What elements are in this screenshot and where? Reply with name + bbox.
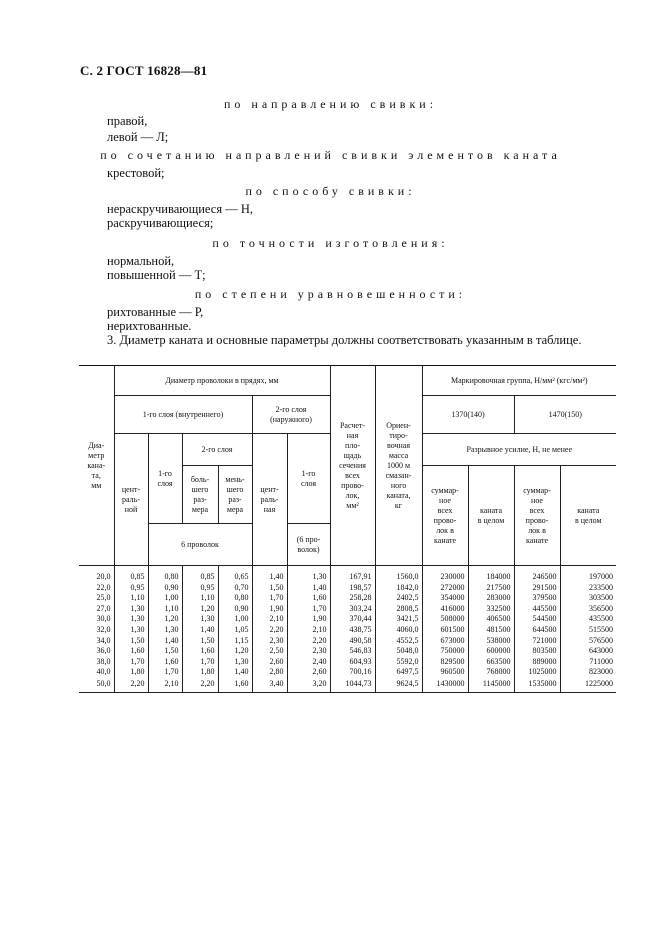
table-cell: 1560,0 <box>375 566 422 583</box>
page-header: С. 2 ГОСТ 16828—81 <box>80 63 208 78</box>
table-row <box>79 678 616 692</box>
table-cell: 1,20 <box>148 614 182 625</box>
th-grade-1470: 1470(150) <box>514 396 616 434</box>
th-six-wires: 6 проволок <box>148 524 252 566</box>
table-cell: 6497,5 <box>375 667 422 678</box>
table-row <box>79 566 616 583</box>
table-cell: 283000 <box>468 593 514 604</box>
table-cell: 604,93 <box>330 657 375 668</box>
table-cell: 1,70 <box>182 657 218 668</box>
table-cell: 1842,0 <box>375 583 422 594</box>
table-cell: 700,16 <box>330 667 375 678</box>
text-line: нерихтованные. <box>107 319 192 333</box>
table-cell: 1,70 <box>148 667 182 678</box>
table-cell: 1,50 <box>252 583 287 594</box>
table-cell: 332500 <box>468 604 514 615</box>
heading-accuracy: по точности изготовления: <box>212 236 449 250</box>
table-cell: 30,0 <box>79 614 114 625</box>
table-cell: 198,57 <box>330 583 375 594</box>
table-cell: 0,65 <box>218 566 252 583</box>
table-cell: 0,70 <box>218 583 252 594</box>
table-cell: 829500 <box>422 657 468 668</box>
table-cell: 0,85 <box>114 566 148 583</box>
th-mass: Ориен- тиро- вочная масса 1000 м смазан- ного каната, кг <box>375 366 422 566</box>
table-cell: 197000 <box>560 566 616 583</box>
table-cell: 1,80 <box>182 667 218 678</box>
table-cell: 2,20 <box>114 678 148 692</box>
text-line: правой, <box>107 114 148 128</box>
th-six-wires-2: (6 про- волок) <box>287 524 330 566</box>
table-cell: 1,30 <box>114 625 148 636</box>
table-cell: 711000 <box>560 657 616 668</box>
table-cell: 1025000 <box>514 667 560 678</box>
table-cell: 167,91 <box>330 566 375 583</box>
table-cell: 22,0 <box>79 583 114 594</box>
th-breaking-force: Разрывное усилие, Н, не менее <box>422 434 616 466</box>
table-cell: 438,75 <box>330 625 375 636</box>
table-cell: 515500 <box>560 625 616 636</box>
heading-balance: по степени уравновешенности: <box>194 287 467 301</box>
table-cell: 601500 <box>422 625 468 636</box>
table-cell: 40,0 <box>79 667 114 678</box>
table-cell: 643000 <box>560 646 616 657</box>
table-cell: 1225000 <box>560 678 616 692</box>
table-cell: 32,0 <box>79 625 114 636</box>
th-rope-whole-1: каната в целом <box>468 466 514 566</box>
table-cell: 435500 <box>560 614 616 625</box>
table-row <box>79 604 616 615</box>
th-sum-wires-1: суммар- ное всех прово- лок в канате <box>422 466 468 566</box>
table-cell: 546,83 <box>330 646 375 657</box>
text-line: левой — Л; <box>107 130 169 144</box>
table-cell: 1,80 <box>114 667 148 678</box>
table-cell: 1,50 <box>148 646 182 657</box>
text-line: крестовой; <box>107 166 165 180</box>
table-cell: 1,10 <box>148 604 182 615</box>
table-cell: 544500 <box>514 614 560 625</box>
th-layer-2: 2-го слоя (наружного) <box>252 396 330 434</box>
clause-3: 3. Диаметр каната и основные параметры должны соответствовать указанным в таблице. <box>107 333 582 347</box>
table-cell: 370,44 <box>330 614 375 625</box>
th-layer-1: 1-го слоя (внутреннего) <box>114 396 252 434</box>
table-cell: 354000 <box>422 593 468 604</box>
table-cell: 1,90 <box>252 604 287 615</box>
table-cell: 233500 <box>560 583 616 594</box>
th-grade: Маркировочная группа, Н/мм² (кгс/мм²) <box>422 366 616 396</box>
table-cell: 379500 <box>514 593 560 604</box>
text-line: рихтованные — Р, <box>107 305 204 319</box>
table-cell: 50,0 <box>79 678 114 692</box>
table-cell: 3,20 <box>287 678 330 692</box>
table-cell: 960500 <box>422 667 468 678</box>
table-cell: 750000 <box>422 646 468 657</box>
th-central-wire-2: цент- раль- ная <box>252 434 287 566</box>
table-cell: 5592,0 <box>375 657 422 668</box>
table-cell: 1,00 <box>218 614 252 625</box>
table-cell: 1,50 <box>114 636 148 647</box>
table-cell: 1,70 <box>287 604 330 615</box>
table-cell: 2,50 <box>252 646 287 657</box>
table-cell: 5048,0 <box>375 646 422 657</box>
table-cell: 1,50 <box>182 636 218 647</box>
table-cell: 2,30 <box>252 636 287 647</box>
table-cell: 230000 <box>422 566 468 583</box>
table-row <box>79 583 616 594</box>
th-grade-1370: 1370(140) <box>422 396 514 434</box>
table-row <box>79 593 616 604</box>
table-cell: 258,28 <box>330 593 375 604</box>
table-cell: 1,30 <box>182 614 218 625</box>
table-row <box>79 636 616 647</box>
table-cell: 2,20 <box>287 636 330 647</box>
table-cell: 721000 <box>514 636 560 647</box>
table-row <box>79 646 616 657</box>
table-cell: 2,60 <box>287 667 330 678</box>
table-cell: 0,85 <box>182 566 218 583</box>
table-cell: 246500 <box>514 566 560 583</box>
th-layer2-first: 1-го слоя <box>287 434 330 524</box>
table-cell: 2,10 <box>148 678 182 692</box>
table-cell: 303500 <box>560 593 616 604</box>
table-cell: 1,60 <box>182 646 218 657</box>
table-cell: 889000 <box>514 657 560 668</box>
table-cell: 1,10 <box>114 593 148 604</box>
table-cell: 490,58 <box>330 636 375 647</box>
table-cell: 823000 <box>560 667 616 678</box>
table-cell: 1,30 <box>114 604 148 615</box>
table-cell: 2,60 <box>252 657 287 668</box>
table-row <box>79 614 616 625</box>
table-cell: 2,80 <box>252 667 287 678</box>
table-cell: 2,10 <box>287 625 330 636</box>
th-rope-diameter: Диа- метр кана- та, мм <box>79 366 114 566</box>
table-cell: 356500 <box>560 604 616 615</box>
table-cell: 2,30 <box>287 646 330 657</box>
table-cell: 0,95 <box>114 583 148 594</box>
table-row <box>79 657 616 668</box>
table-cell: 2,20 <box>182 678 218 692</box>
heading-twist-method: по способу свивки: <box>245 184 416 198</box>
table-cell: 2,20 <box>252 625 287 636</box>
table-cell: 1,15 <box>218 636 252 647</box>
table-cell: 1,05 <box>218 625 252 636</box>
table-cell: 38,0 <box>79 657 114 668</box>
table-cell: 1,30 <box>148 625 182 636</box>
table-cell: 1,60 <box>114 646 148 657</box>
th-layer1-first: 1-го слоя <box>148 434 182 524</box>
table-cell: 303,24 <box>330 604 375 615</box>
table-cell: 4552,5 <box>375 636 422 647</box>
table-cell: 1,70 <box>114 657 148 668</box>
table-cell: 0,80 <box>218 593 252 604</box>
table-cell: 1,30 <box>114 614 148 625</box>
table-cell: 184000 <box>468 566 514 583</box>
heading-twist-direction: по направлению свивки: <box>223 97 438 111</box>
th-central-wire: цент- раль- ной <box>114 434 148 566</box>
table-cell: 644500 <box>514 625 560 636</box>
text-line: повышенной — Т; <box>107 268 206 282</box>
th-wire-diameter: Диаметр проволоки в прядях, мм <box>114 366 330 396</box>
table-cell: 272000 <box>422 583 468 594</box>
table-cell: 27,0 <box>79 604 114 615</box>
th-smaller-size: мень- шего раз- мера <box>218 466 252 524</box>
table-cell: 0,90 <box>148 583 182 594</box>
table-cell: 25,0 <box>79 593 114 604</box>
th-area: Расчет- ная пло- щадь сечения всех прово- лок, мм² <box>330 366 375 566</box>
table-cell: 663500 <box>468 657 514 668</box>
table-cell: 0,95 <box>182 583 218 594</box>
table-cell: 600000 <box>468 646 514 657</box>
table-cell: 1,30 <box>287 566 330 583</box>
table-cell: 1044,73 <box>330 678 375 692</box>
table-cell: 1,20 <box>218 646 252 657</box>
heading-twist-combination: по сочетанию направлений свивки элементов каната <box>100 148 561 162</box>
table-cell: 2808,5 <box>375 604 422 615</box>
text-line: нормальной, <box>107 254 175 268</box>
table-cell: 1,60 <box>218 678 252 692</box>
table-cell: 1,70 <box>252 593 287 604</box>
text-line: нераскручивающиеся — Н, <box>107 202 253 216</box>
table-cell: 3421,5 <box>375 614 422 625</box>
table-cell: 4060,0 <box>375 625 422 636</box>
table-cell: 0,80 <box>148 566 182 583</box>
table-cell: 1145000 <box>468 678 514 692</box>
table-cell: 1,40 <box>252 566 287 583</box>
table-row <box>79 625 616 636</box>
th-larger-size: боль- шего раз- мера <box>182 466 218 524</box>
table-cell: 1,10 <box>182 593 218 604</box>
table-cell: 2,10 <box>252 614 287 625</box>
table-cell: 2402,5 <box>375 593 422 604</box>
table-cell: 36,0 <box>79 646 114 657</box>
rope-parameters-table <box>79 365 616 693</box>
text-line: раскручивающиеся; <box>107 216 214 230</box>
table-cell: 803500 <box>514 646 560 657</box>
table-cell: 3,40 <box>252 678 287 692</box>
table-cell: 416000 <box>422 604 468 615</box>
table-cell: 508000 <box>422 614 468 625</box>
table-cell: 217500 <box>468 583 514 594</box>
table-cell: 0,90 <box>218 604 252 615</box>
table-cell: 673000 <box>422 636 468 647</box>
table-cell: 1,40 <box>148 636 182 647</box>
table-cell: 538000 <box>468 636 514 647</box>
table-cell: 9624,5 <box>375 678 422 692</box>
table-row <box>79 667 616 678</box>
table-cell: 406500 <box>468 614 514 625</box>
table-cell: 34,0 <box>79 636 114 647</box>
table-cell: 1,40 <box>287 583 330 594</box>
table-cell: 20,0 <box>79 566 114 583</box>
table-cell: 1,90 <box>287 614 330 625</box>
table-cell: 1,30 <box>218 657 252 668</box>
table-cell: 1,60 <box>287 593 330 604</box>
table-cell: 1,00 <box>148 593 182 604</box>
table-cell: 768000 <box>468 667 514 678</box>
table-cell: 1,40 <box>182 625 218 636</box>
table-cell: 576500 <box>560 636 616 647</box>
table-cell: 1430000 <box>422 678 468 692</box>
table-cell: 2,40 <box>287 657 330 668</box>
table-cell: 1,60 <box>148 657 182 668</box>
table-cell: 1,40 <box>218 667 252 678</box>
table-cell: 1,20 <box>182 604 218 615</box>
th-rope-whole-2: каната в целом <box>560 466 616 566</box>
table-cell: 445500 <box>514 604 560 615</box>
table-cell: 1535000 <box>514 678 560 692</box>
table-cell: 291500 <box>514 583 560 594</box>
table-cell: 481500 <box>468 625 514 636</box>
th-layer1-second: 2-го слоя <box>182 434 252 466</box>
th-sum-wires-2: суммар- ное всех прово- лок в канате <box>514 466 560 566</box>
